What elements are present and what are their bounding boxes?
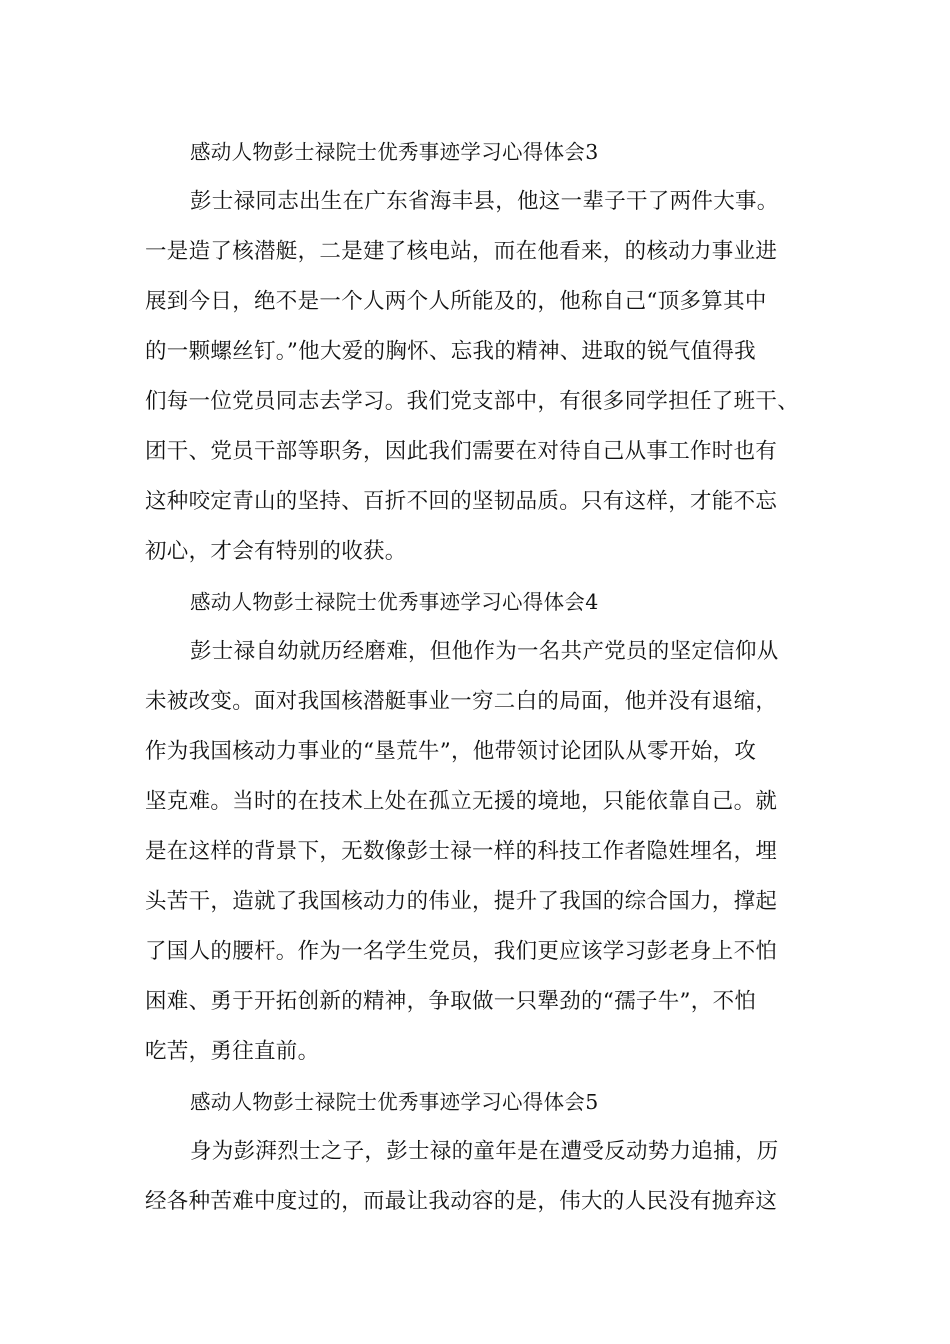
paragraph-line: 彭士禄同志出生在广东省海丰县，他这一辈子干了两件大事。 xyxy=(190,189,779,214)
paragraph-line: 经各种苦难中度过的，而最让我动容的是，伟大的人民没有抛弃这 xyxy=(145,1189,778,1214)
paragraph-line: 初心，才会有特别的收获。 xyxy=(145,539,407,564)
paragraph-line: 一是造了核潜艇，二是建了核电站，而在他看来，的核动力事业进 xyxy=(145,239,778,264)
paragraph-line: 了国人的腰杆。作为一名学生党员，我们更应该学习彭老身上不怕 xyxy=(145,939,778,964)
paragraph-line: 未被改变。面对我国核潜艇事业一穷二白的局面，他并没有退缩， xyxy=(145,689,778,714)
section-heading-4: 感动人物彭士禄院士优秀事迹学习心得体会4 xyxy=(190,590,599,614)
paragraph-line: 这种咬定青山的坚持、百折不回的坚韧品质。只有这样，才能不忘 xyxy=(145,489,778,514)
paragraph-line: 们每一位党员同志去学习。我们党支部中，有很多同学担任了班干、 xyxy=(145,389,800,414)
paragraph-line: 吃苦，勇往直前。 xyxy=(145,1039,320,1064)
paragraph-line: 是在这样的背景下，无数像彭士禄一样的科技工作者隐姓埋名，埋 xyxy=(145,839,778,864)
paragraph-line: 展到今日，绝不是一个人两个人所能及的，他称自己“顶多算其中 xyxy=(145,289,767,314)
paragraph-line: 的一颗螺丝钉。”他大爱的胸怀、忘我的精神、进取的锐气值得我 xyxy=(145,339,756,364)
paragraph-line: 身为彭湃烈士之子，彭士禄的童年是在遭受反动势力追捕，历 xyxy=(190,1139,779,1164)
paragraph-line: 作为我国核动力事业的“垦荒牛”，他带领讨论团队从零开始，攻 xyxy=(145,739,757,764)
paragraph-line: 团干、党员干部等职务，因此我们需要在对待自己从事工作时也有 xyxy=(145,439,778,464)
section-heading-3: 感动人物彭士禄院士优秀事迹学习心得体会3 xyxy=(190,140,599,164)
paragraph-line: 彭士禄自幼就历经磨难，但他作为一名共产党员的坚定信仰从 xyxy=(190,639,779,664)
paragraph-line: 坚克难。当时的在技术上处在孤立无援的境地，只能依靠自己。就 xyxy=(145,789,778,814)
paragraph-line: 头苦干，造就了我国核动力的伟业，提升了我国的综合国力，撑起 xyxy=(145,889,778,914)
section-heading-5: 感动人物彭士禄院士优秀事迹学习心得体会5 xyxy=(190,1090,599,1114)
paragraph-line: 困难、勇于开拓创新的精神，争取做一只犟劲的“孺子牛”，不怕 xyxy=(145,989,757,1014)
